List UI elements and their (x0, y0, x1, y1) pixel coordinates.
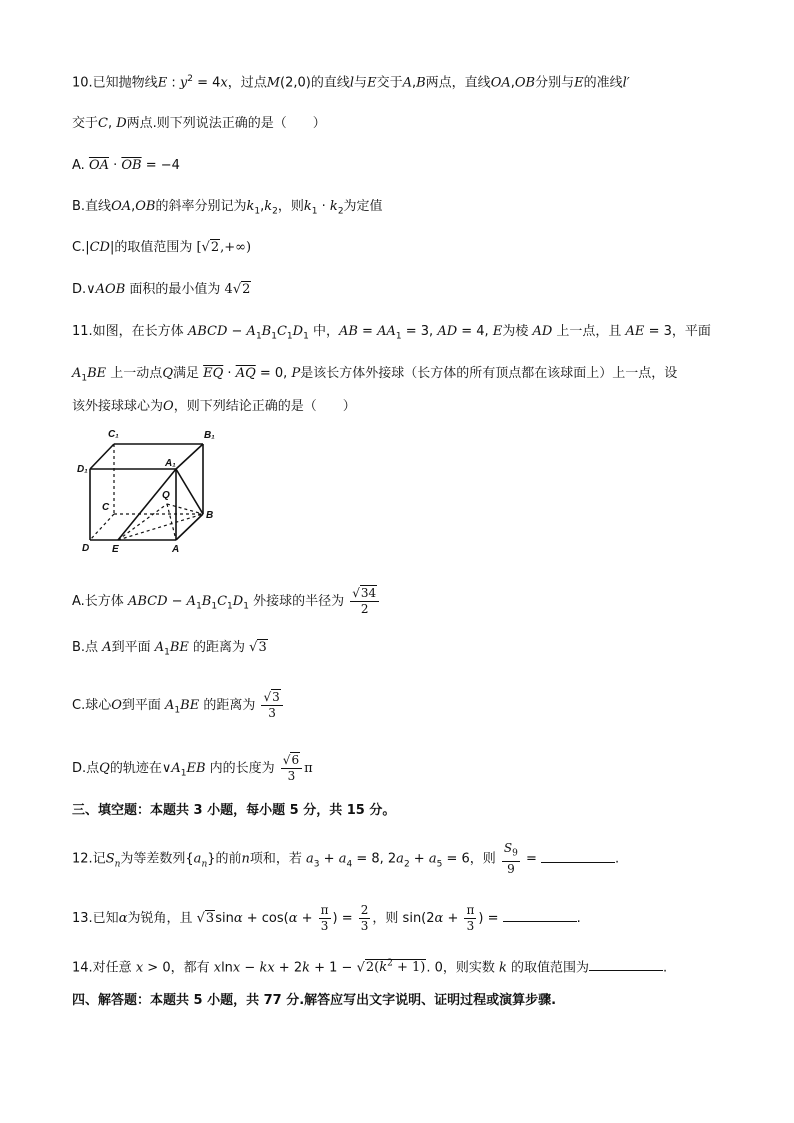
q10-option-b: B.直线OA,OB的斜率分别记为$k_1,k_2$，则$k_1 \cdot k_2$为定值 (72, 199, 383, 217)
label-C1: C₁ (108, 429, 119, 440)
q11-option-a: A.长方体 ABCD − $A_1B_1C_1D_1$ 外接球的半径为 $\frac{√34}{2}$ (72, 586, 381, 617)
q11-stem-line2: $A_1BE$ 上一动点Q满足 $\overline{EQ} \cdot \overline{AQ} = 0$, P是该长方体外接球（长方体的所有顶点都在该球面上）上一点，设 (72, 366, 678, 384)
cuboid-figure (72, 424, 222, 554)
q11-option-b: B.点 A到平面 $A_1BE$ 的距离为 √3 (72, 640, 267, 658)
label-A1: A₁ (165, 458, 176, 469)
label-B1: B₁ (204, 430, 215, 441)
label-D: D (82, 543, 90, 554)
label-Q: Q (162, 490, 170, 501)
label-D1: D₁ (77, 464, 88, 475)
label-C: C (102, 502, 110, 513)
q11-stem-line3: 该外接球球心为O，则下列结论正确的是（ ） (72, 399, 356, 414)
q11-option-c: C.球心O到平面 $A_1BE$ 的距离为 $\frac{√3}{3}$ (72, 690, 285, 721)
q13: 13.已知α为锐角，且 √3sinα + cos(α + $\frac{\pi}{3}$ ) = $\frac{2}{3}$ ，则 sin(2α + $\frac{\pi}{3}$ ) = . (72, 903, 581, 933)
q14-answer-blank (589, 958, 663, 971)
label-B: B (206, 510, 214, 521)
section-4-heading: 四、解答题：本题共 5 小题，共 77 分.解答应写出文字说明、证明过程或演算步骤. (72, 993, 557, 1008)
section-3-heading: 三、填空题：本题共 3 小题，每小题 5 分，共 15 分。 (72, 803, 396, 818)
q11-option-d: D.点Q的轨迹在$\vee A_1EB$ 内的长度为 $\frac{√6}{3}$ π (72, 753, 313, 783)
q13-answer-blank (503, 909, 577, 922)
q10-option-d: D.∨AOB 面积的最小值为 4√2 (72, 282, 251, 297)
q12-answer-blank (541, 850, 615, 863)
q10-option-c: C.|CD|的取值范围为 [√2,+∞) (72, 240, 252, 255)
q11-stem-line1: 11.如图，在长方体 ABCD − $A_1B_1C_1D_1$ 中，AB = $AA_1 = 3$, AD = 4, E为棱 AD 上一点，且 AE = 3，平面 (72, 324, 711, 342)
q12: 12.记$S_n$为等差数列$\{a_n\}$的前n项和，若 $a_3 + a_4 = 8$, $2a_2 + a_5 = 6$，则 $\frac{S_9}{9}$ = . (72, 841, 620, 877)
label-A: A (172, 544, 180, 554)
q10-stem-line2: 交于C, D两点.则下列说法正确的是（ ） (72, 116, 326, 131)
q14: 14.对任意 x > 0，都有 xlnx − kx + $2k + 1 - √2(k^2 + 1)$. 0，则实数 k 的取值范围为 . (72, 959, 668, 976)
q10-stem-line1: 10.已知抛物线E : $y^2 = 4x$，过点M(2,0)的直线l与E交于A,B两点，直线OA,OB分别与E的准线l′ (72, 74, 630, 91)
label-E: E (112, 544, 119, 554)
q10-option-a: A. $\overline{OA} \cdot \overline{OB} = -4$ (72, 158, 180, 173)
